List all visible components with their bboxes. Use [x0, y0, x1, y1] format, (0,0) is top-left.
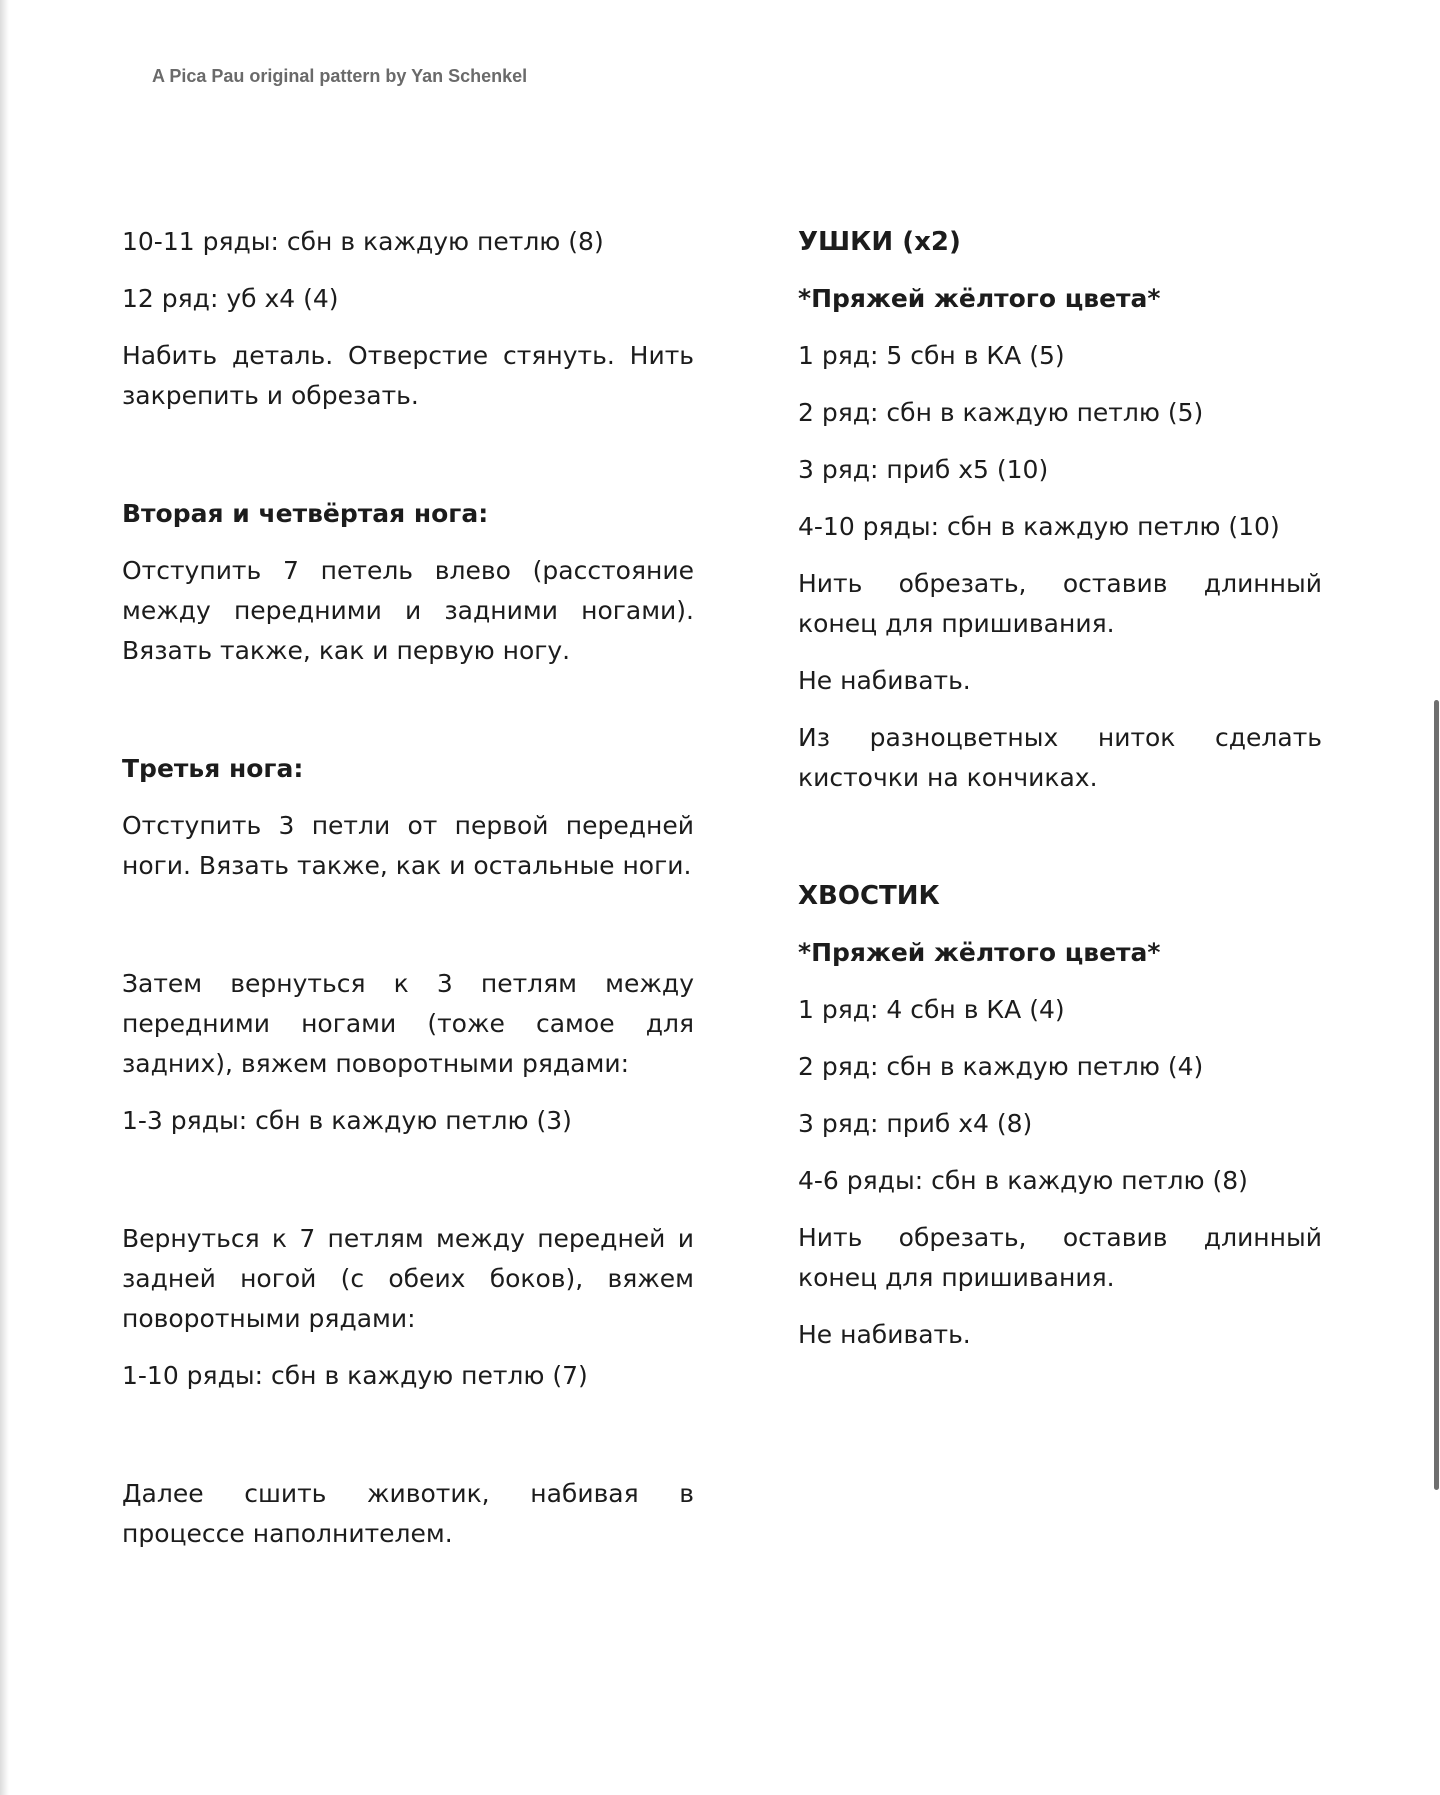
ears-row-1: 1 ряд: 5 сбн в КА (5): [798, 341, 1065, 370]
instruction-second-fourth-leg: Отступить 7 петель влево (расстояние между передними и задними ногами). Вязать также, как и первую ногу.: [122, 556, 694, 665]
ears-tassels-note: Из разноцветных ниток сделать кисточки на кончиках.: [798, 723, 1322, 792]
spacer: [122, 903, 694, 964]
spacer: [122, 1158, 694, 1219]
vertical-scrollbar[interactable]: [1434, 700, 1439, 1490]
ears-rows-4-10: 4-10 ряды: сбн в каждую петлю (10): [798, 512, 1280, 541]
tail-no-stuffing-note: Не набивать.: [798, 1320, 971, 1349]
section-title-third-leg: Третья нога:: [122, 754, 304, 783]
ears-no-stuffing-note: Не набивать.: [798, 666, 971, 695]
section-title-tail: ХВОСТИК: [798, 881, 940, 911]
tail-yarn-note: *Пряжей жёлтого цвета*: [798, 938, 1161, 967]
instruction-return-7-loops: Вернуться к 7 петлям между передней и задней ногой (с обеих боков), вяжем поворотными рядами:: [122, 1224, 694, 1333]
ears-row-2: 2 ряд: сбн в каждую петлю (5): [798, 398, 1204, 427]
tail-rows-4-6: 4-6 ряды: сбн в каждую петлю (8): [798, 1166, 1248, 1195]
instruction-rows-1-3: 1-3 ряды: сбн в каждую петлю (3): [122, 1106, 572, 1135]
section-title-second-fourth-leg: Вторая и четвёртая нога:: [122, 499, 489, 528]
left-column: [122, 222, 694, 1571]
spacer: [122, 433, 694, 494]
instruction-rows-1-10: 1-10 ряды: сбн в каждую петлю (7): [122, 1361, 588, 1390]
tail-row-2: 2 ряд: сбн в каждую петлю (4): [798, 1052, 1204, 1081]
instruction-rows-10-11: 10-11 ряды: сбн в каждую петлю (8): [122, 227, 604, 256]
section-title-ears: УШКИ (х2): [798, 227, 961, 257]
page-left-edge-shadow: [0, 0, 9, 1795]
ears-cut-yarn-note: Нить обрезать, оставив длинный конец для пришивания.: [798, 569, 1322, 638]
page-header: A Pica Pau original pattern by Yan Schenkel: [152, 66, 528, 86]
right-column: [798, 222, 1322, 1372]
instruction-sew-belly: Далее сшить животик, набивая в процессе наполнителем.: [122, 1479, 694, 1548]
ears-yarn-note: *Пряжей жёлтого цвета*: [798, 284, 1161, 313]
spacer: [122, 1413, 694, 1474]
tail-row-1: 1 ряд: 4 сбн в КА (4): [798, 995, 1065, 1024]
spacer: [122, 688, 694, 749]
instruction-third-leg: Отступить 3 петли от первой передней ноги. Вязать также, как и остальные ноги.: [122, 811, 694, 880]
instruction-row-12: 12 ряд: уб х4 (4): [122, 284, 339, 313]
tail-cut-yarn-note: Нить обрезать, оставив длинный конец для пришивания.: [798, 1223, 1322, 1292]
spacer: [798, 815, 1322, 876]
instruction-return-3-loops: Затем вернуться к 3 петлям между передними ногами (тоже самое для задних), вяжем поворотными рядами:: [122, 969, 694, 1078]
ears-row-3: 3 ряд: приб х5 (10): [798, 455, 1049, 484]
instruction-stuff-close: Набить деталь. Отверстие стянуть. Нить закрепить и обрезать.: [122, 341, 694, 410]
tail-row-3: 3 ряд: приб х4 (8): [798, 1109, 1033, 1138]
